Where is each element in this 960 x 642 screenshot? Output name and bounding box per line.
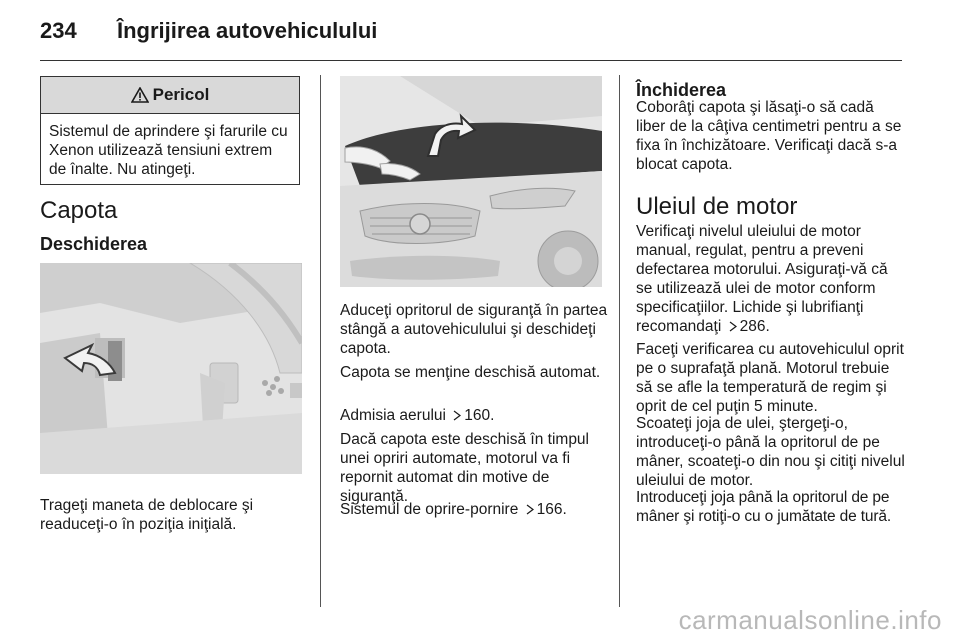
air-intake-text: Admisia aerului: [340, 407, 446, 424]
paragraph-oil-conditions: Faceţi verificarea cu autovehiculul oprit pe o suprafaţă plană. Motorul trebuie să se afle la temperatură de regim şi oprit de cel puţin 5 minute.: [636, 341, 904, 415]
column-separator-2: [619, 75, 620, 607]
paragraph-dipstick-insert: Introduceţi joja până la opritorul de pe mâner şi rotiţi-o cu o jumătate de tură.: [636, 489, 892, 525]
paragraph-oil-check: [636, 222, 908, 336]
warning-box: [40, 76, 300, 185]
subsection-title-inchiderea: Închiderea: [636, 80, 727, 100]
paragraph-hood-held-open: Capota se menţine deschisă automat.: [340, 364, 601, 381]
warning-header: [41, 77, 299, 114]
chapter-title: Îngrijirea autovehiculului: [117, 18, 378, 43]
hood-release-lever-illustration: [40, 263, 302, 474]
stop-start-page-ref[interactable]: 166.: [536, 501, 567, 518]
header-rule: [40, 60, 902, 61]
subsection-title-deschiderea: Deschiderea: [40, 234, 148, 254]
watermark: carmanualsonline.info: [678, 605, 942, 635]
air-intake-page-ref[interactable]: 160.: [464, 407, 495, 424]
paragraph-air-intake: [340, 406, 610, 425]
oil-check-text: Verificaţi nivelul uleiului de motor manual, regulat, pentru a preveni defectarea motorului. Asiguraţi-vă că se utilizează ulei de motor conform specificaţiilor. Lichide şi lubrifianţi recomandaţi: [636, 223, 888, 335]
caption-release-lever: Trageţi maneta de deblocare şi readuceţi-o în poziţia iniţială.: [40, 497, 254, 533]
paragraph-dipstick-read: Scoateţi joja de ulei, ştergeţi-o, introduceţi-o până la opritorul de pe mâner, scoateţi-o din nou şi citiţi nivelul uleiului de motor.: [636, 415, 905, 489]
paragraph-closing: Coborâţi capota şi lăsaţi-o să cadă liber de la câţiva centimetri pentru a se fixa în închizătoare. Verificaţi dacă s-a blocat capota.: [636, 99, 902, 173]
section-title-engine-oil: Uleiul de motor: [636, 193, 798, 220]
cross-reference-icon: [452, 410, 462, 421]
paragraph-autostop-warning: Dacă capota este deschisă în timpul unei opriri automate, motorul va fi repornit automat din motive de siguranţă.: [340, 431, 589, 505]
oil-check-page-ref[interactable]: 286.: [739, 318, 770, 335]
warning-text: Sistemul de aprindere şi farurile cu Xenon utilizează tensiuni extrem de înalte. Nu atingeţi.: [49, 123, 288, 178]
stop-start-text: Sistemul de oprire-pornire: [340, 501, 519, 518]
paragraph-stop-start: [340, 500, 610, 519]
column-separator-1: [320, 75, 321, 607]
warning-triangle-icon: [131, 87, 149, 103]
car-hood-illustration: [340, 76, 602, 287]
page-number: 234: [40, 18, 77, 43]
section-title-capota: Capota: [40, 197, 118, 224]
cross-reference-icon: [728, 321, 738, 332]
warning-title: Pericol: [152, 85, 210, 104]
cross-reference-icon: [525, 504, 535, 515]
paragraph-safety-catch: Aduceţi opritorul de siguranţă în partea stângă a autovehiculului şi deschideţi capota.: [340, 302, 608, 357]
